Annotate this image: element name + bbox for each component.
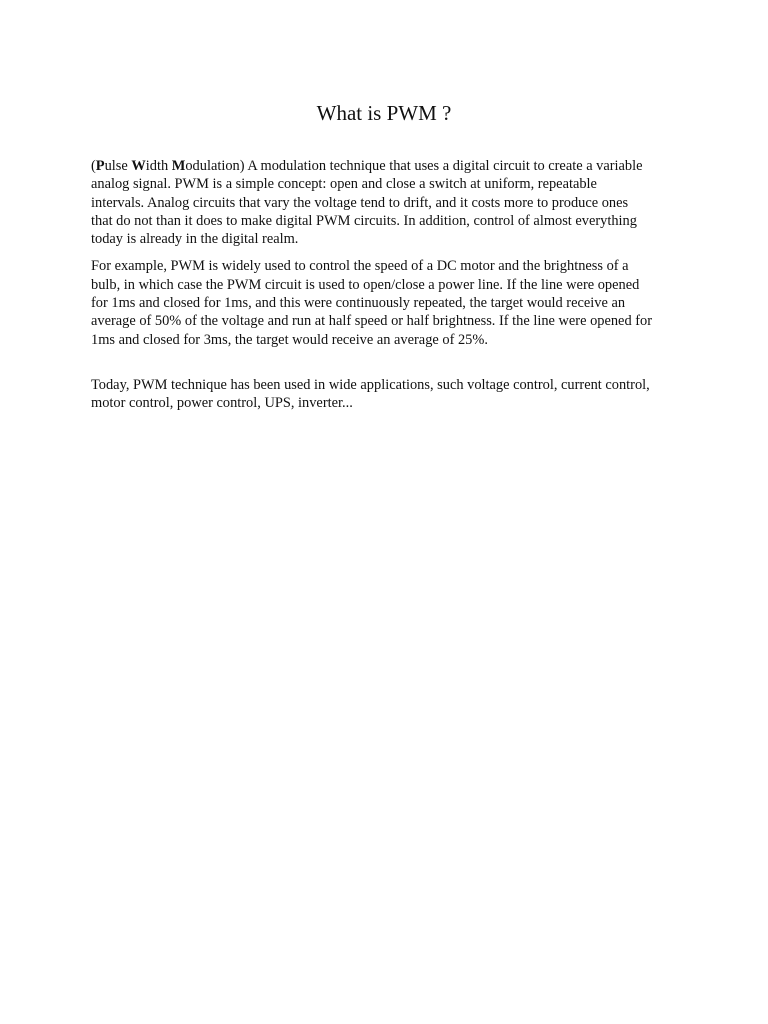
- acronym-open-paren: (: [91, 158, 96, 174]
- paragraph-line: For example, PWM is widely used to control the speed of a DC motor and the brightness of a: [91, 258, 629, 275]
- paragraph-line: today is already in the digital realm.: [91, 231, 299, 248]
- paragraph-line: average of 50% of the voltage and run at half speed or half brightness. If the line were opened for: [91, 313, 653, 330]
- paragraph-definition: [91, 157, 686, 248]
- paragraph-line: that do not than it does to make digital PWM circuits. In addition, control of almost everything: [91, 212, 637, 229]
- acronym-letter-w: W: [131, 158, 146, 174]
- acronym-letter-p: P: [95, 158, 105, 174]
- acronym-text-rest: odulation) A modulation technique that uses a digital circuit to create a variable: [185, 158, 643, 174]
- paragraph-line: analog signal. PWM is a simple concept: open and close a switch at uniform, repeatable: [91, 176, 597, 193]
- acronym-text-ulse: ulse: [104, 158, 132, 174]
- paragraph-line: [91, 157, 686, 175]
- acronym-letter-m: M: [171, 158, 186, 174]
- paragraph-line: Today, PWM technique has been used in wide applications, such voltage control, current control,: [91, 376, 650, 393]
- paragraph-line: motor control, power control, UPS, inverter...: [91, 395, 353, 412]
- paragraph-line: bulb, in which case the PWM circuit is used to open/close a power line. If the line were opened: [91, 276, 640, 293]
- page-title: What is PWM ?: [316, 101, 452, 125]
- paragraph-applications: [91, 376, 686, 413]
- acronym-text-idth: idth: [145, 158, 172, 174]
- paragraph-example: [91, 257, 686, 348]
- document-body: [91, 157, 686, 413]
- paragraph-line: 1ms and closed for 3ms, the target would receive an average of 25%.: [91, 331, 488, 348]
- paragraph-line: intervals. Analog circuits that vary the voltage tend to drift, and it costs more to produce ones: [91, 194, 629, 211]
- paragraph-line: for 1ms and closed for 1ms, and this were continuously repeated, the target would receive an: [91, 295, 626, 312]
